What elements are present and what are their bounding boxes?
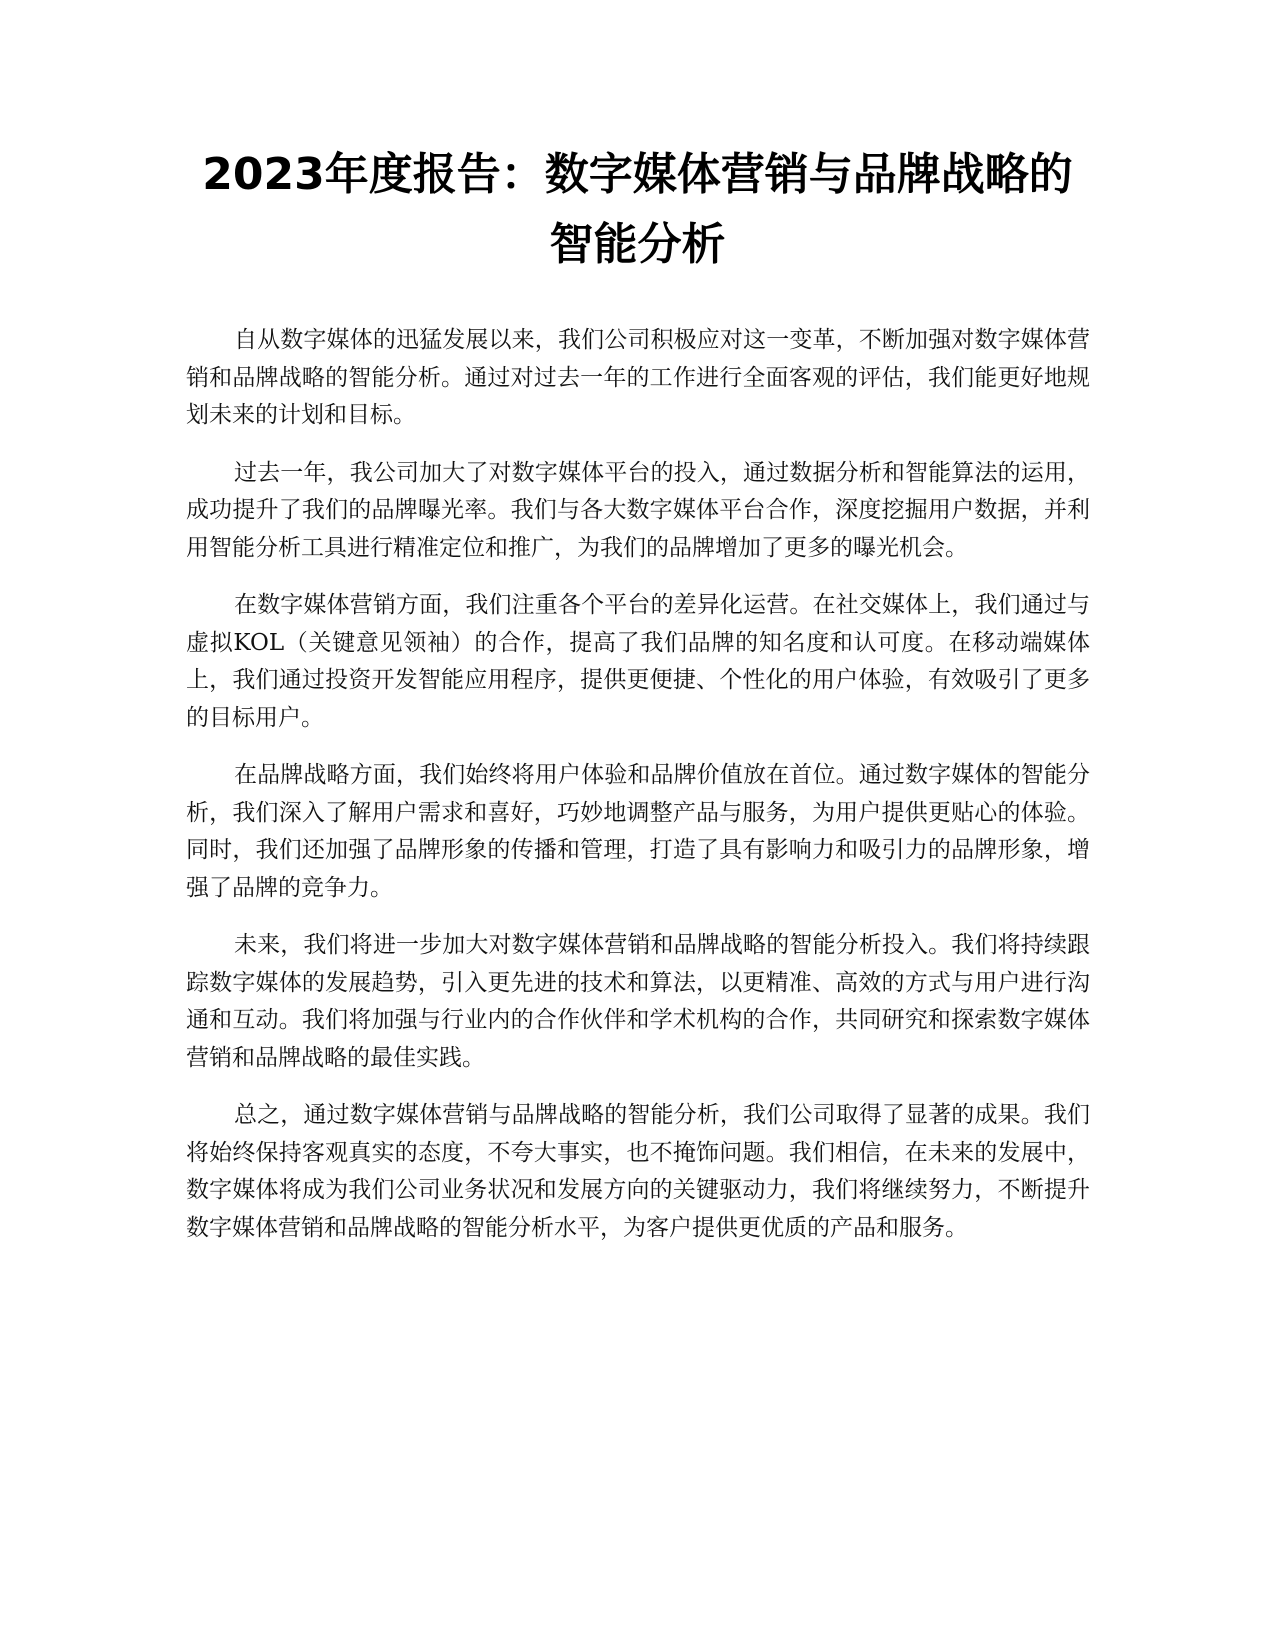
title-line-2: 智能分析 bbox=[549, 219, 726, 270]
paragraph-platform-investment: 过去一年，我公司加大了对数字媒体平台的投入，通过数据分析和智能算法的运用，成功提升了我们的品牌曝光率。我们与各大数字媒体平台合作，深度挖掘用户数据，并利用智能分析工具进行精准定位和推广，为我们的品牌增加了更多的曝光机会。 bbox=[186, 459, 1090, 561]
paragraph-intro: 自从数字媒体的迅猛发展以来，我们公司积极应对这一变革，不断加强对数字媒体营销和品牌战略的智能分析。通过对过去一年的工作进行全面客观的评估，我们能更好地规划未来的计划和目标。 bbox=[186, 327, 1090, 428]
paragraph-marketing: 在数字媒体营销方面，我们注重各个平台的差异化运营。在社交媒体上，我们通过与虚拟KOL（关键意见领袖）的合作，提高了我们品牌的知名度和认可度。在移动端媒体上，我们通过投资开发智能应用程序，提供更便捷、个性化的用户体验，有效吸引了更多的目标用户。 bbox=[186, 592, 1090, 731]
paragraph-brand-strategy: 在品牌战略方面，我们始终将用户体验和品牌价值放在首位。通过数字媒体的智能分析，我们深入了解用户需求和喜好，巧妙地调整产品与服务，为用户提供更贴心的体验。同时，我们还加强了品牌形象的传播和管理，打造了具有影响力和吸引力的品牌形象，增强了品牌的竞争力。 bbox=[186, 762, 1090, 901]
document-title bbox=[180, 140, 1095, 280]
document-body bbox=[186, 322, 1090, 1267]
paragraph-conclusion: 总之，通过数字媒体营销与品牌战略的智能分析，我们公司取得了显著的成果。我们将始终保持客观真实的态度，不夸大事实，也不掩饰问题。我们相信，在未来的发展中，数字媒体将成为我们公司业务状况和发展方向的关键驱动力，我们将继续努力，不断提升数字媒体营销和品牌战略的智能分析水平，为客户提供更优质的产品和服务。 bbox=[186, 1102, 1090, 1241]
paragraph-future: 未来，我们将进一步加大对数字媒体营销和品牌战略的智能分析投入。我们将持续跟踪数字媒体的发展趋势，引入更先进的技术和算法，以更精准、高效的方式与用户进行沟通和互动。我们将加强与行业内的合作伙伴和学术机构的合作，共同研究和探索数字媒体营销和品牌战略的最佳实践。 bbox=[186, 932, 1090, 1071]
title-line-1: 2023年度报告：数字媒体营销与品牌战略的 bbox=[202, 149, 1073, 200]
